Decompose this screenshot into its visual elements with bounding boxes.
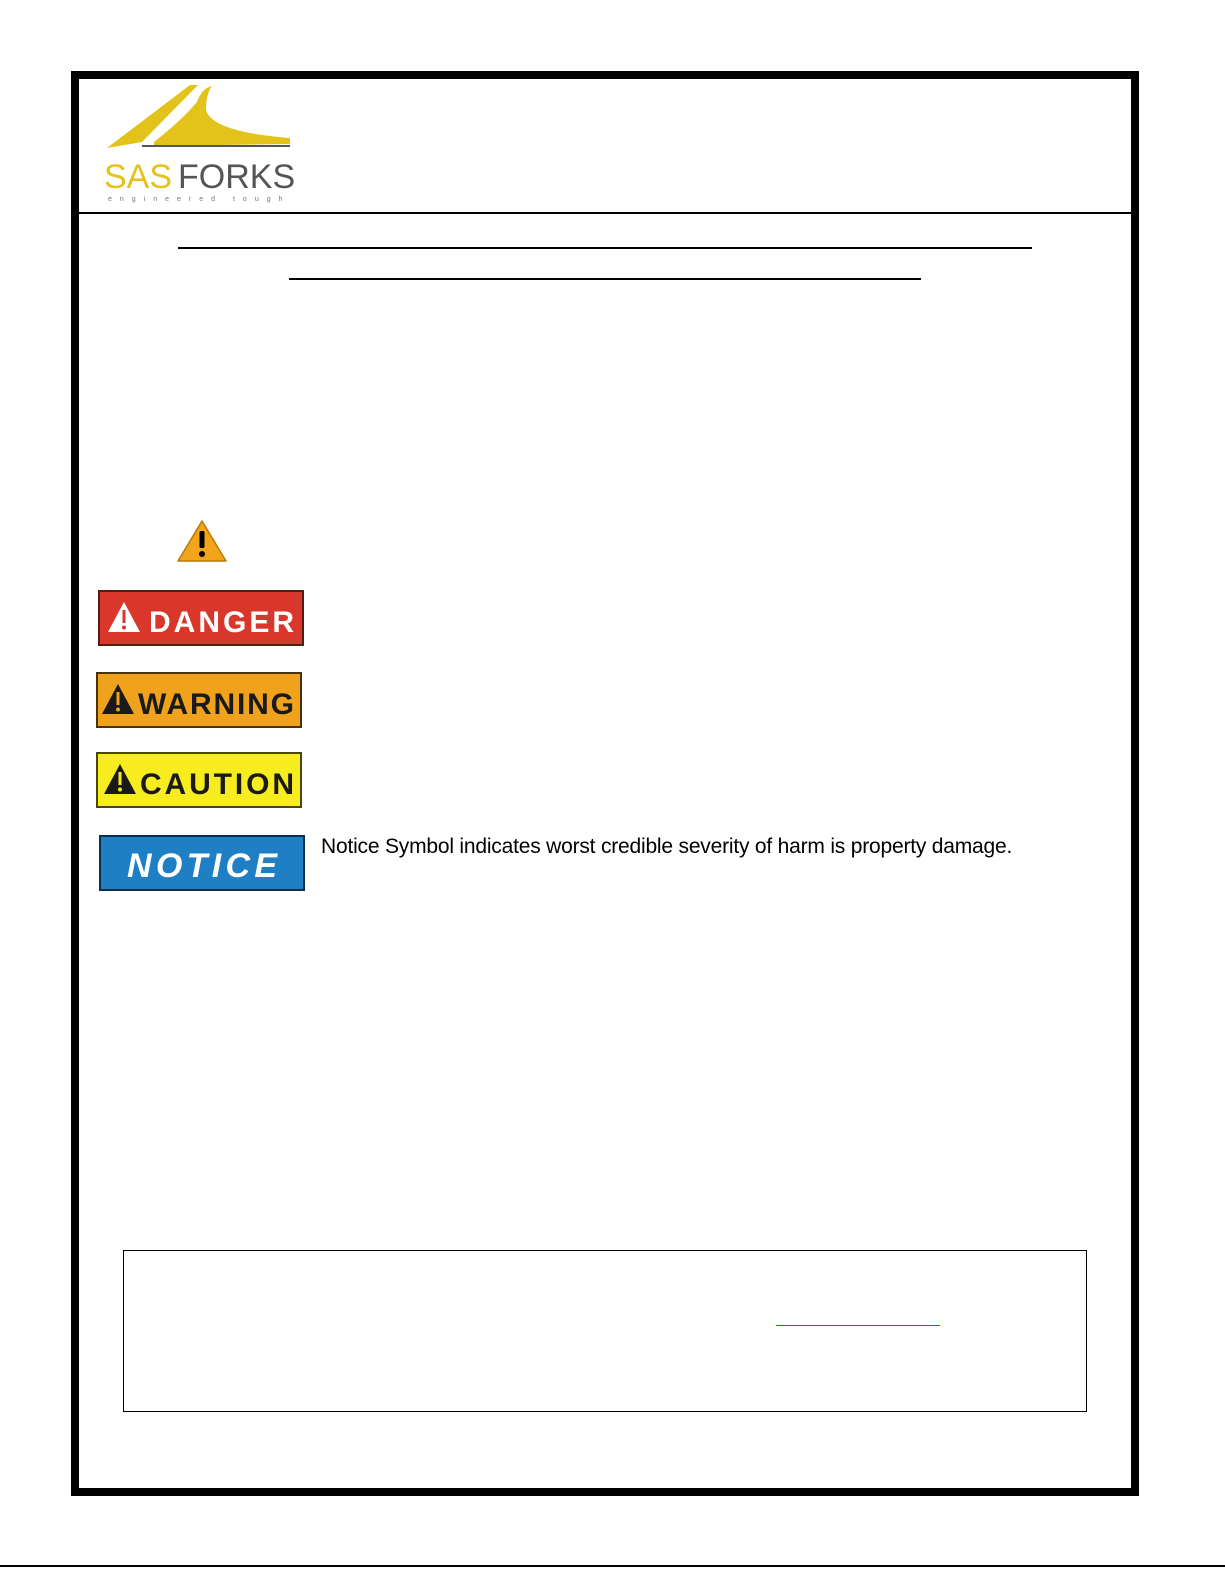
sasforks-logo — [102, 80, 302, 204]
logo-brand-secondary: FORKS — [178, 158, 296, 196]
contact-link[interactable] — [776, 1303, 940, 1326]
warning-label: WARNING — [138, 688, 294, 721]
logo-mark — [107, 85, 290, 148]
notice-description: Notice Symbol indicates worst credible severity of harm is property damage. — [321, 835, 1013, 858]
logo-brand-primary: SAS — [104, 158, 173, 196]
caution-label: CAUTION — [140, 768, 294, 801]
notice-label: NOTICE — [127, 847, 277, 885]
warning-sign — [96, 672, 302, 728]
caution-sign — [96, 752, 302, 808]
danger-label: DANGER — [149, 606, 294, 639]
notice-sign — [99, 835, 305, 891]
danger-sign — [98, 590, 304, 646]
bottom-divider — [0, 1565, 1225, 1567]
logo-tagline: engineered tough — [108, 196, 291, 203]
title-underline-2 — [289, 278, 921, 280]
warning-triangle-icon — [176, 519, 228, 563]
header-divider — [79, 212, 1131, 214]
title-underline-1 — [178, 247, 1032, 249]
contact-box — [123, 1250, 1087, 1412]
